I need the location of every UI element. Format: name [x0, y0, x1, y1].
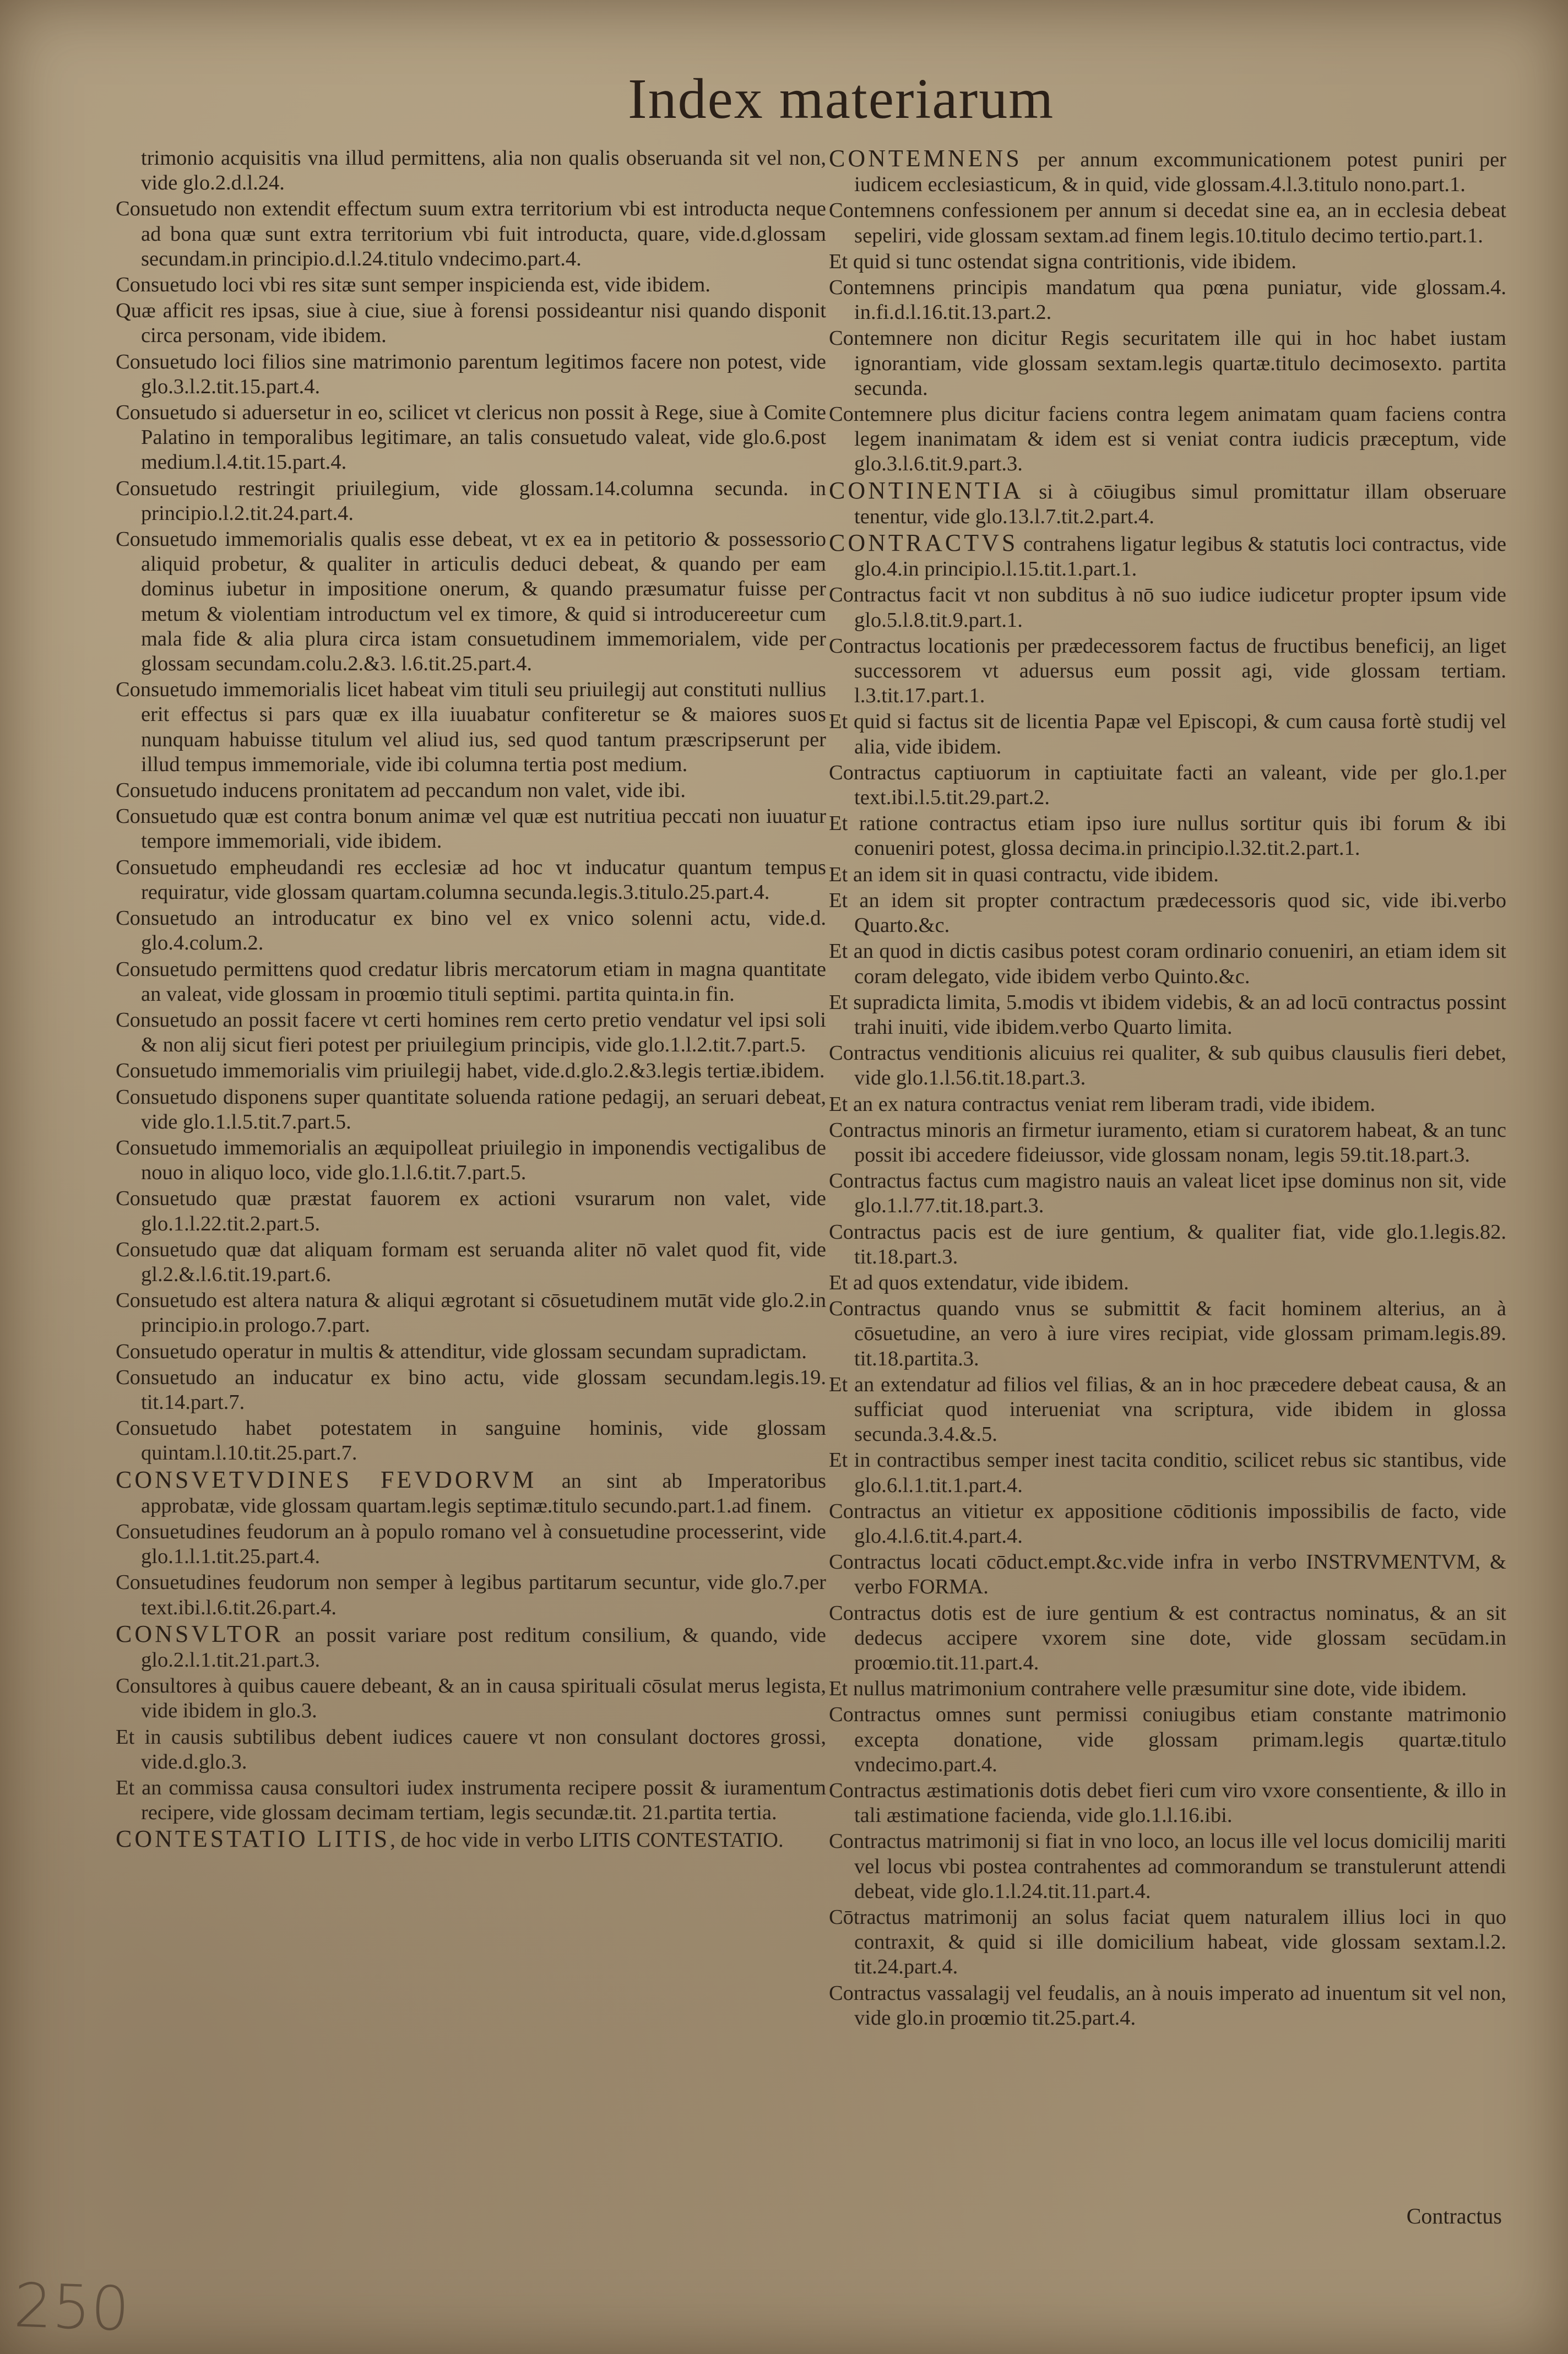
running-head: Index materiarum	[628, 67, 1055, 131]
index-entry	[116, 855, 826, 905]
index-entry	[829, 1601, 1506, 1676]
entry-text: Consuetudo est altera natura & aliqui ægrotant si cōsuetudinem mutāt vide glo.2.in principio.in prologo.7.part.	[116, 1289, 826, 1337]
entry-lemma: CONTRACTVS	[829, 529, 1018, 557]
entry-text: Consuetudo loci filios sine matrimonio parentum legitimos facere non potest, vide glo.3.l.2.tit.15.part.4.	[116, 350, 826, 398]
index-entry	[116, 1520, 826, 1569]
entry-text: Contemnere plus dicitur faciens contra legem animatam quam faciens contra legem inanimatam & idem est si veniat contra iudicis præceptum, vide glo.3.l.6.tit.9.part.3.	[829, 403, 1506, 476]
index-entry	[829, 198, 1506, 248]
entry-text: Consuetudo si aduersetur in eo, scilicet vt clericus non possit à Rege, siue à Comite Palatino in temporalibus legitimare, an talis consuetudo valeat, vide glo.6.post medium.l.4.tit.15.part.4.	[116, 401, 826, 474]
entry-text: Consuetudo inducens pronitatem ad peccandum non valet, vide ibi.	[116, 779, 686, 802]
entry-text: Contractus locati cōduct.empt.&c.vide infra in verbo INSTRVMENTVM, & verbo FORMA.	[829, 1550, 1506, 1599]
index-entry	[116, 1674, 826, 1723]
index-entry	[116, 299, 826, 348]
index-entry	[116, 1416, 826, 1466]
index-entry	[829, 1778, 1506, 1828]
index-entry	[116, 1339, 826, 1364]
entry-text: Contractus omnes sunt permissi coniugibus etiam constante matrimonio excepta donatione, vide glossam primam.legis quartæ.titulo vndecimo.part.4.	[829, 1703, 1506, 1776]
index-entry	[829, 1118, 1506, 1168]
index-entry	[829, 146, 1506, 197]
index-entry	[829, 530, 1506, 582]
entry-text: Et an ex natura contractus veniat rem liberam tradi, vide ibidem.	[829, 1092, 1376, 1116]
entry-text: Contractus an vitietur ex appositione cōditionis impossibilis de facto, vide glo.4.l.6.tit.4.part.4.	[829, 1499, 1506, 1548]
index-entry	[116, 1365, 826, 1415]
entry-text: Consuetudo an introducatur ex bino vel ex vnico solenni actu, vide.d. glo.4.colum.2.	[116, 907, 826, 955]
entry-text: Consuetudo loci vbi res sitæ sunt semper inspicienda est, vide ibidem.	[116, 273, 710, 297]
index-entry	[116, 400, 826, 475]
entry-text: Et quid si factus sit de licentia Papæ vel Episcopi, & cum causa fortè studij vel alia, vide ibidem.	[829, 710, 1506, 758]
index-entry	[829, 1702, 1506, 1777]
index-entry	[116, 146, 826, 196]
index-entry	[116, 1776, 826, 1825]
entry-text: Et ad quos extendatur, vide ibidem.	[829, 1271, 1129, 1294]
entry-text: Consuetudo quæ dat aliquam formam est seruanda aliter nō valet quod fit, vide gl.2.&.l.6.tit.19.part.6.	[116, 1238, 826, 1286]
index-entry	[829, 939, 1506, 989]
entry-text: Et an idem sit propter contractum prædecessoris quod sic, vide ibi.verbo Quarto.&c.	[829, 888, 1506, 937]
entry-text: Et an idem sit in quasi contractu, vide ibidem.	[829, 863, 1219, 886]
index-entry	[829, 811, 1506, 861]
entry-text: Contemnens confessionem per annum si decedat sine ea, an in ecclesia debeat sepeliri, vide glossam sextam.ad finem legis.10.titulo decimo tertio.part.1.	[829, 199, 1506, 247]
index-entry	[116, 476, 826, 526]
entry-text: Consuetudo restringit priuilegium, vide glossam.14.columna secunda. in principio.l.2.tit.24.part.4.	[116, 476, 826, 525]
index-entry	[829, 1297, 1506, 1371]
entry-lemma: CONSVLTOR	[116, 1620, 284, 1647]
index-entry	[116, 527, 826, 676]
index-entry	[829, 761, 1506, 810]
entry-text: Contractus dotis est de iure gentium & est contractus nominatus, & an sit dedecus accipere vxorem sine dote, vide glossam secūdam.in proœmio.tit.11.part.4.	[829, 1601, 1506, 1674]
entry-text: Consuetudo immemorialis licet habeat vim tituli seu priuilegij aut constituti nullius erit effectus si pars quæ ex illa iuuabatur confiteretur se & maiores suos nunquam habuisse titulum vel aliud ius, sed quod tantum præscripserunt per illud tempus immemoriale, vide ibi columna tertia post medium.	[116, 678, 826, 776]
entry-text: Contractus matrimonij si fiat in vno loco, an locus ille vel locus domicilij mariti vel locus vbi postea contrahentes ad commorandum se transtulerunt attendi debeat, vide glo.1.l.24.tit.11.part.4.	[829, 1830, 1506, 1903]
index-entry	[116, 197, 826, 272]
entry-text: Contractus pacis est de iure gentium, & qualiter fiat, vide glo.1.legis.82. tit.18.part.3.	[829, 1220, 1506, 1268]
index-entry	[829, 402, 1506, 477]
entry-text: Consuetudo an inducatur ex bino actu, vide glossam secundam.legis.19. tit.14.part.7.	[116, 1365, 826, 1414]
entry-text: Consuetudo immemorialis qualis esse debeat, vt ex ea in petitorio & possessorio aliquid probetur, & qualiter in articulis deduci debeat, & quando per eam dominus iubetur in impositione onerum, & quando præsumatur fuisse per metum & violentiam introductum vel ex timore, & quid si introducereetur cum mala fide & alia plura circa istam consuetudinem immemorialem, vide per glossam secundam.colu.2.&3. l.6.tit.25.part.4.	[116, 528, 826, 676]
entry-text: Consuetudo disponens super quantitate soluenda ratione pedagij, an seruari debeat, vide glo.1.l.5.tit.7.part.5.	[116, 1085, 826, 1133]
folio-number: 250	[12, 2270, 131, 2345]
entry-text: Cōtractus matrimonij an solus faciat quem naturalem illius loci in quo contraxit, & quid si ille domicilium habeat, vide glossam sextam.l.2. tit.24.part.4.	[829, 1906, 1506, 1979]
index-entry	[829, 1448, 1506, 1498]
entry-text: Contractus factus cum magistro nauis an valeat licet ipse dominus non sit, vide glo.1.l.77.tit.18.part.3.	[829, 1169, 1506, 1218]
entry-text: Et nullus matrimonium contrahere velle præsumitur sine dote, vide ibidem.	[829, 1677, 1467, 1701]
index-entry	[829, 1829, 1506, 1904]
catchword: Contractus	[1406, 2204, 1502, 2228]
index-entry	[116, 677, 826, 777]
entry-text: Consuetudo non extendit effectum suum extra territorium vbi est introducta neque ad bona quæ sunt extra territorium vbi fuit introducta, quare, vide.d.glossam secundam.in principio.d.l.24.titulo vndecimo.part.4.	[116, 197, 826, 270]
index-entry	[116, 1467, 826, 1518]
index-entry	[829, 1981, 1506, 2031]
index-entry	[116, 1085, 826, 1135]
index-entry	[116, 1288, 826, 1338]
entry-text: Consuetudo permittens quod credatur libris mercatorum etiam in magna quantitate an valeat, vide glossam in proœmio tituli septimi. partita quinta.in fin.	[116, 957, 826, 1006]
index-entry	[829, 1220, 1506, 1270]
entry-text: Consuetudo immemorialis an æquipolleat priuilegio in imponendis vectigalibus de nouo in aliquo loco, vide glo.1.l.6.tit.7.part.5.	[116, 1136, 826, 1185]
entry-text: Et an quod in dictis casibus potest coram ordinario conueniri, an etiam idem sit coram delegato, vide ibidem verbo Quinto.&c.	[829, 940, 1506, 988]
index-entry	[829, 275, 1506, 325]
index-entry	[116, 804, 826, 854]
index-entry	[829, 326, 1506, 401]
entry-text: Contractus quando vnus se submittit & facit hominem alterius, an à cōsuetudine, an vero à iure vires recipiat, vide glossam primam.legis.89. tit.18.partita.3.	[829, 1297, 1506, 1370]
index-entry	[829, 1677, 1506, 1701]
index-entry	[829, 1550, 1506, 1599]
entry-text: Consuetudines feudorum non semper à legibus partitarum secuntur, vide glo.7.per text.ibi.l.6.tit.26.part.4.	[116, 1571, 826, 1619]
entry-text: Et an commissa causa consultori iudex instrumenta recipere possit & iuramentum recipere, vide glossam decimam tertiam, legis secundæ.tit. 21.partita tertia.	[116, 1776, 826, 1825]
left-column	[116, 146, 826, 1854]
entry-text: Contractus vassalagij vel feudalis, an à nouis imperato ad inuentum sit vel non, vide glo.in proœmio tit.25.part.4.	[829, 1981, 1506, 2030]
entry-text: Contractus æstimationis dotis debet fieri cum viro vxore consentiente, & illo in tali æstimatione facienda, vide glo.1.l.16.ibi.	[829, 1779, 1506, 1827]
entry-text: Quæ afficit res ipsas, siue à ciue, siue à forensi possideantur nisi quando disponit circa personam, vide ibidem.	[116, 299, 826, 348]
index-entry	[116, 1186, 826, 1236]
entry-text: per annum excommunicationem potest puniri per iudicem ecclesiasticum, & in quid, vide glossam.4.l.3.titulo nono.part.1.	[854, 148, 1506, 197]
index-entry	[829, 1905, 1506, 1980]
entry-text: Consuetudo an possit facere vt certi homines rem certo pretio vendatur vel ipsi soli & non alij sicut fieri potest per priuilegium principis, vide glo.1.l.2.tit.7.part.5.	[116, 1008, 826, 1057]
entry-text: Contractus facit vt non subditus à nō suo iudice iudicetur propter ipsum vide glo.5.l.8.tit.9.part.1.	[829, 583, 1506, 632]
index-entry	[829, 478, 1506, 529]
entry-text: Consultores à quibus cauere debeant, & an in causa spirituali cōsulat merus legista, vide ibidem in glo.3.	[116, 1674, 826, 1723]
entry-text: si à cōiugibus simul promittatur illam obseruare tenentur, vide glo.13.l.7.tit.2.part.4.	[854, 480, 1506, 528]
index-entry	[116, 1570, 826, 1620]
entry-text: trimonio acquisitis vna illud permittens, alia non qualis obseruanda sit vel non, vide glo.2.d.l.24.	[141, 147, 826, 195]
index-entry	[829, 888, 1506, 938]
index-entry	[116, 1059, 826, 1083]
index-entry	[116, 350, 826, 399]
entry-lemma: CONSVETVDINES FEVDORVM	[116, 1466, 537, 1493]
entry-text: Consuetudo immemorialis vim priuilegij habet, vide.d.glo.2.&3.legis tertiæ.ibidem.	[116, 1059, 825, 1083]
index-entry	[829, 634, 1506, 709]
entry-text: Contractus minoris an firmetur iuramento, etiam si curatorem habeat, & an tunc possit ibi accedere fideiussor, vide glossam nonam, legis 59.tit.18.part.3.	[829, 1118, 1506, 1167]
index-entry	[829, 863, 1506, 887]
index-entry	[829, 990, 1506, 1040]
entry-text: Et in causis subtilibus debent iudices cauere vt non consulant doctores grossi, vide.d.glo.3.	[116, 1725, 826, 1773]
entry-text: Et in contractibus semper inest tacita conditio, scilicet rebus sic stantibus, vide glo.6.l.1.tit.1.part.4.	[829, 1449, 1506, 1497]
entry-lemma: CONTINENTIA	[829, 476, 1024, 504]
index-entry	[116, 1621, 826, 1673]
index-entry	[116, 1008, 826, 1057]
entry-text: Et an extendatur ad filios vel filias, & an in hoc præcedere debeat causa, & an sufficiat quod interueniat vna scriptura, vide ibidem in glossa secunda.3.4.&.5.	[829, 1373, 1506, 1446]
index-entry	[116, 906, 826, 956]
entry-text: Consuetudo habet potestatem in sanguine hominis, vide glossam quintam.l.10.tit.25.part.7.	[116, 1417, 826, 1465]
entry-text: Et supradicta limita, 5.modis vt ibidem videbis, & an ad locū contractus possint trahi inuiti, vide ibidem.verbo Quarto limita.	[829, 990, 1506, 1039]
index-entry	[116, 1136, 826, 1185]
index-entry	[829, 1499, 1506, 1549]
entry-lemma: CONTEMNENS	[829, 145, 1022, 172]
entry-text: Contemnere non dicitur Regis securitatem ille qui in hoc habet iustam ignorantiam, vide glossam sextam.legis quartæ.titulo decimosexto. partita secunda.	[829, 327, 1506, 400]
entry-text: Contemnens principis mandatum qua pœna puniatur, vide glossam.4. in.fi.d.l.16.tit.13.part.2.	[829, 276, 1506, 324]
entry-text: Consuetudo empheudandi res ecclesiæ ad hoc vt inducatur quantum tempus requiratur, vide glossam quartam.columna secunda.legis.3.titulo.25.part.4.	[116, 855, 826, 904]
index-entry	[116, 1238, 826, 1287]
entry-text: Contractus captiuorum in captiuitate facti an valeant, vide per glo.1.per text.ibi.l.5.tit.29.part.2.	[829, 761, 1506, 810]
index-entry	[829, 1271, 1506, 1295]
index-entry	[829, 709, 1506, 759]
entry-text: Consuetudo operatur in multis & attenditur, vide glossam secundam supradictam.	[116, 1339, 807, 1363]
entry-lemma: CONTESTATIO LITIS	[116, 1825, 390, 1853]
entry-text: an possit variare post reditum consilium, & quando, vide glo.2.l.1.tit.21.part.3.	[141, 1623, 826, 1672]
index-entry	[116, 1826, 826, 1853]
entry-text: Contractus venditionis alicuius rei qualiter, & sub quibus clausulis fieri debet, vide glo.1.l.56.tit.18.part.3.	[829, 1042, 1506, 1090]
index-entry	[829, 1373, 1506, 1447]
right-column	[829, 146, 1506, 2032]
entry-text: an sint ab Imperatoribus approbatæ, vide glossam quartam.legis septimæ.titulo secundo.part.1.ad finem.	[141, 1469, 826, 1517]
index-entry	[116, 957, 826, 1007]
index-entry	[829, 583, 1506, 632]
index-entry	[829, 1041, 1506, 1091]
entry-text: contrahens ligatur legibus & statutis loci contractus, vide glo.4.in principio.l.15.tit.1.part.1.	[854, 533, 1506, 581]
entry-text: Et quid si tunc ostendat signa contritionis, vide ibidem.	[829, 249, 1297, 273]
index-entry	[116, 1725, 826, 1775]
entry-text: Consuetudo quæ est contra bonum animæ vel quæ est nutritiua peccati non iuuatur tempore immemoriali, vide ibidem.	[116, 805, 826, 853]
index-entry	[829, 1092, 1506, 1117]
entry-text: Contractus locationis per prædecessorem factus de fructibus beneficij, an liget successorem vt aduersus eum possit agi, vide glossam tertiam. l.3.tit.17.part.1.	[829, 634, 1506, 708]
index-entry	[116, 273, 826, 297]
entry-text: , de hoc vide in verbo LITIS CONTESTATIO.	[390, 1829, 784, 1852]
index-entry	[829, 1169, 1506, 1218]
entry-text: Et ratione contractus etiam ipso iure nullus sortitur quis ibi forum & ibi conueniri potest, glossa decima.in principio.l.32.tit.2.part.1.	[829, 812, 1506, 860]
entry-text: Consuetudines feudorum an à populo romano vel à consuetudine processerint, vide glo.1.l.1.tit.25.part.4.	[116, 1520, 826, 1569]
index-entry	[829, 249, 1506, 274]
index-entry	[116, 778, 826, 803]
entry-text: Consuetudo quæ præstat fauorem ex actioni vsurarum non valet, vide glo.1.l.22.tit.2.part.5.	[116, 1187, 826, 1235]
